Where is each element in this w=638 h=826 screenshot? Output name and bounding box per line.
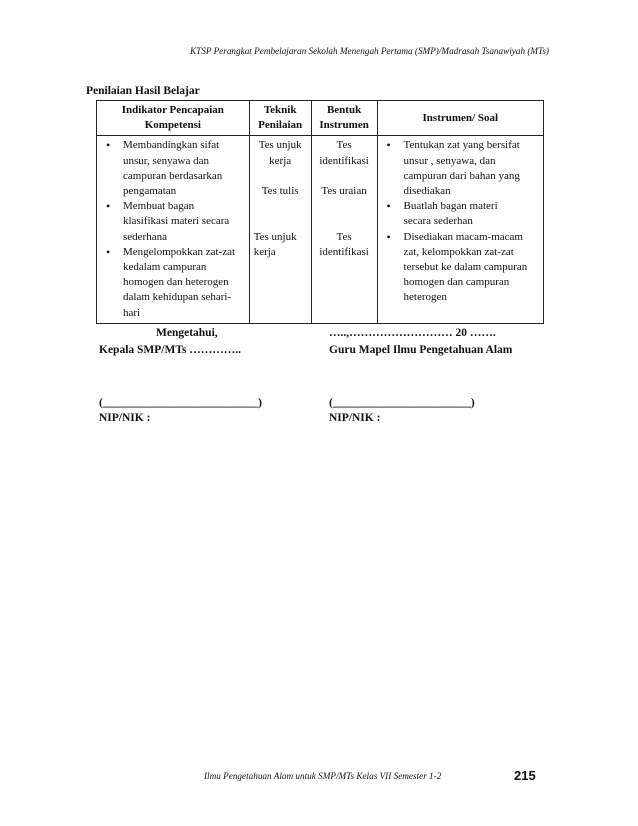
spacer xyxy=(316,199,373,214)
spacer xyxy=(254,214,307,229)
line: identifikasi xyxy=(319,245,369,258)
list-item xyxy=(116,138,245,199)
page-number: 215 xyxy=(514,768,536,783)
line: zat, kelompokkan zat-zat xyxy=(403,245,514,258)
line: campuran berdasarkan xyxy=(123,169,223,182)
line: kedalam campuran xyxy=(123,261,207,274)
line: secara sederhan xyxy=(403,215,473,228)
indikator-list xyxy=(101,138,245,320)
cell-bentuk xyxy=(311,136,377,323)
line: • Buatlah bagan materi xyxy=(403,200,498,213)
cell-teknik xyxy=(249,136,311,323)
line: kerja xyxy=(253,245,276,258)
line: sederhana xyxy=(123,230,167,243)
table-header-row xyxy=(97,101,544,136)
line: identifikasi xyxy=(319,154,369,167)
signature-left-nip: NIP/NIK : xyxy=(99,412,151,424)
section-title: Penilaian Hasil Belajar xyxy=(86,85,200,97)
header-bentuk-line: Instrumen xyxy=(319,119,369,132)
line: • Membandingkan sifat xyxy=(123,139,220,152)
line: Tes tulis xyxy=(261,185,299,197)
signature-right-nip: NIP/NIK : xyxy=(329,412,381,424)
line: pengamatan xyxy=(123,185,177,198)
signature-left-blank: (___________________________) xyxy=(99,397,262,409)
running-header: KTSP Perangkat Pembelajaran Sekolah Menengah Pertama (SMP)/Madrasah Tsanawiyah (MTs) xyxy=(190,46,549,56)
line: • Disediakan macam-macam xyxy=(403,230,523,243)
list-item xyxy=(116,199,245,245)
line: disediakan xyxy=(403,185,451,198)
line: homogen dan campuran xyxy=(403,276,510,289)
line: campuran dari bahan yang xyxy=(403,169,520,182)
header-instrumen-soal: Instrumen/ Soal xyxy=(377,101,543,136)
line: hari xyxy=(123,306,141,319)
teknik-values xyxy=(254,138,307,260)
signature-right-role: Guru Mapel Ilmu Pengetahuan Alam xyxy=(329,344,513,356)
signature-left-role: Kepala SMP/MTs ………….. xyxy=(99,344,242,356)
list-item xyxy=(397,138,539,199)
line: unsur , senyawa, dan xyxy=(403,154,496,167)
line: homogen dan heterogen xyxy=(123,276,229,289)
spacer xyxy=(254,169,307,184)
cell-indikator xyxy=(97,136,250,323)
bentuk-values xyxy=(316,138,373,260)
spacer xyxy=(316,214,373,229)
list-item xyxy=(397,199,539,229)
line: kerja xyxy=(269,154,292,167)
header-indikator xyxy=(97,101,250,136)
soal-list xyxy=(382,138,539,305)
signature-left-heading: Mengetahui, xyxy=(156,327,218,339)
spacer xyxy=(254,199,307,214)
signature-right-blank: (________________________) xyxy=(329,397,475,409)
assessment-table xyxy=(96,100,544,324)
line: klasifikasi materi secara xyxy=(123,215,230,228)
cell-instrumen-soal xyxy=(377,136,543,323)
line: Tes unjuk xyxy=(258,139,302,152)
line: Tes unjuk xyxy=(253,230,297,243)
running-footer: Ilmu Pengetahuan Alam untuk SMP/MTs Kelas VII Semester 1-2 xyxy=(204,771,442,781)
list-item xyxy=(116,245,245,321)
line: dalam kehidupan sehari- xyxy=(123,291,232,304)
header-indikator-line: Kompetensi xyxy=(144,119,201,132)
line: • Mengelompokkan zat-zat xyxy=(123,245,236,258)
line: heterogen xyxy=(403,291,447,304)
list-item xyxy=(397,230,539,306)
line: Tes xyxy=(336,139,352,152)
header-teknik xyxy=(249,101,311,136)
line: • Tentukan zat yang bersifat xyxy=(403,139,520,152)
table-row xyxy=(97,136,544,323)
line: Tes uraian xyxy=(321,185,367,197)
line: unsur, senyawa dan xyxy=(123,154,210,167)
signature-right-date: …..,……………………… 20 ……. xyxy=(329,327,496,339)
spacer xyxy=(316,169,373,184)
header-bentuk-line: Bentuk xyxy=(326,104,362,116)
header-indikator-line: Indikator Pencapaian xyxy=(121,104,224,116)
header-teknik-line: Teknik xyxy=(263,104,297,116)
header-bentuk xyxy=(311,101,377,136)
header-teknik-line: Penilaian xyxy=(258,119,303,132)
line: tersebut ke dalam campuran xyxy=(403,261,528,274)
line: Tes xyxy=(336,230,352,243)
line: • Membuat bagan xyxy=(123,200,195,213)
